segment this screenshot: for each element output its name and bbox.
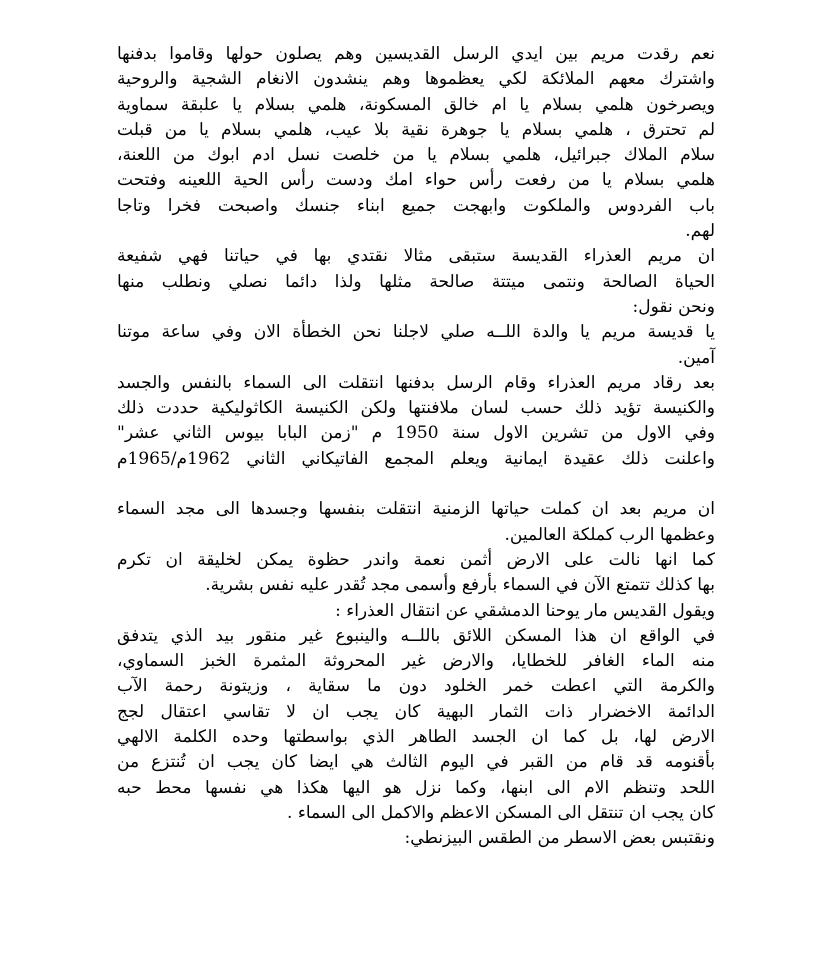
text-line: وعظمها الرب كملكة العالمين. [504,524,715,545]
paragraph [117,42,715,244]
text-line: الارض لها، بل كما ان الجسد الطاهر الذي بواسطتها وحده الكلمة الالهي [117,727,715,748]
prayer-paragraph [117,320,715,371]
document-page [117,42,715,852]
paragraph [117,497,715,548]
text-line: سلام الملاك جبرائيل، هلمي بسلام يا من خلصت نسل ادم ابوك من اللعنة، [117,145,715,166]
text-line: آمين. [677,347,715,368]
text-line: اللحد وتنظم الام الى ابنها، وكما نزل هو اليها هكذا هي نفسها محط حبه [117,777,715,798]
text-line: نعم رقدت مريم بين ايدي الرسل القديسين وهم يصلون حولها وقاموا بدفنها [117,44,715,64]
text-line: في الواقع ان هذا المسكن اللائق باللــه والينبوع غير منقور بيد الذي يتدفق [117,625,715,646]
paragraph [117,371,715,472]
text-line: بها كذلك تتمتع الآن في السماء بأرفع وأسمى مجد تُقدر عليه نفس بشرية. [205,575,715,596]
text-line: ان مريم العذراء القديسة ستبقى مثالا نقتدي بها في حياتنا فهي شفيعة [117,246,715,267]
text-line: بعد رقاد مريم العذراء وقام الرسل بدفنها انتقلت الى السماء بالنفس والجسد [117,372,715,393]
text-line: ونقتبس بعض الاسطر من الطقس البيزنطي: [404,828,715,849]
text-line: لهم. [685,221,715,242]
text-line: كان يجب ان تنتقل الى المسكن الاعظم والاكمل الى السماء . [287,802,715,823]
paragraph [117,826,715,851]
text-line: الحياة الصالحة ونتمى ميتتة صالحة مثلها ولذا دائما نصلي ونطلب منها [117,271,715,292]
text-line: والكرمة التي اعطت خمر الخلود دون ما سقاية ، وزيتونة رحمة الآب [117,676,715,697]
text-line: لم تحترق ، هلمي بسلام يا جوهرة نقية بلا عيب، هلمي بسلام يا من قبلت [117,119,715,140]
text-line: منه الماء الغافر للخطايا، والارض غير المحروثة المثمرة الخبز السماوي، [117,651,715,672]
paragraph [117,244,715,320]
text-line: واعلنت ذلك عقيدة ايمانية ويعلم المجمع الفاتيكاني الثاني 1962م/1965م [117,448,715,469]
text-line: كما انها نالت على الارض أثمن نعمة واندر حظوة يمكن لخليقة ان تكرم [117,549,715,570]
blank-line [117,472,715,497]
text-line: والكنيسة تؤيد ذلك حسب لسان ملافنتها ولكن الكنيسة الكاثوليكية حددت ذلك [117,398,715,419]
text-line: بأقنومه قد قام من القبر في اليوم الثالث هي ايضا كان يجب ان تُنتزع من [117,752,715,773]
text-line: ونحن نقول: [632,296,715,317]
text-line: واشترك معهم الملائكة لكي يعظموها وهم ينشدون الانغام الشجية والروحية [117,69,715,90]
paragraph [117,548,715,599]
text-line: يا قديسة مريم يا والدة اللــه صلي لاجلنا نحن الخطأة الان وفي ساعة موتنا [117,322,715,343]
text-line: وفي الاول من تشرين الاول سنة 1950 م "زمن البابا بيوس الثاني عشر" [117,423,715,444]
text-line: الدائمة الاخضرار ذات الثمار البهية كان يجب ان لا تقاسي اعتقال لجج [117,701,715,722]
paragraph [117,599,715,624]
text-line: ويصرخون هلمي بسلام يا ام خالق المسكونة، هلمي بسلام يا علبقة سماوية [117,94,715,115]
quote-paragraph [117,624,715,826]
text-line: هلمي بسلام يا من رفعت رأس حواء امك ودست رأس الحية اللعينه وفتحت [117,170,715,191]
text-line: باب الفردوس والملكوت وابهجت جميع ابناء جنسك واصبحت فخرا وتاجا [117,195,715,216]
text-line: ويقول القديس مار يوحنا الدمشقي عن انتقال العذراء : [335,600,715,621]
text-line: ان مريم بعد ان كملت حياتها الزمنية انتقلت بنفسها وجسدها الى مجد السماء [117,499,715,520]
